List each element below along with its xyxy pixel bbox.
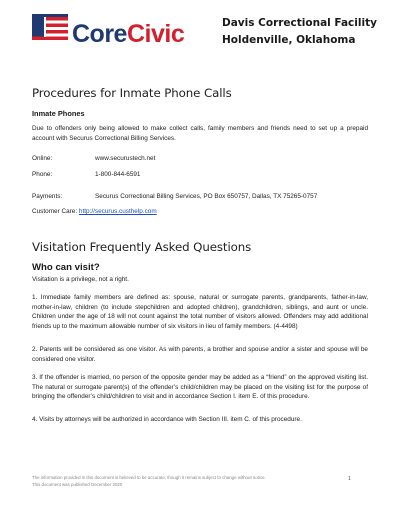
phone-intro-paragraph: Due to offenders only being allowed to make collect calls, family members and friends need to set up a prepaid account with Securus Correctional Billing Services.	[32, 125, 368, 142]
facility-name	[222, 15, 377, 49]
phone-label: Phone:	[32, 171, 53, 178]
logo-civic-text: Civic	[126, 20, 185, 48]
online-value: www.securustech.net	[95, 155, 156, 162]
phone-section-title: Procedures for Inmate Phone Calls	[32, 86, 232, 100]
page-number: 1	[348, 476, 351, 482]
customer-care-link[interactable]: http://securus.custhelp.com	[78, 208, 157, 215]
facility-line-2: Holdenville, Oklahoma	[222, 34, 356, 46]
customer-care-row	[32, 208, 157, 215]
flag-stripes-icon	[32, 14, 68, 44]
phone-value: 1-800-844-6591	[95, 171, 141, 178]
customer-care-label: Customer Care:	[32, 208, 78, 215]
visitation-item-2: 2. Parents will be considered as one visitor. As with parents, a brother and spouse and/or a sister and spouse will be considered one visitor.	[32, 346, 368, 363]
online-label: Online:	[32, 155, 53, 162]
logo-core-text: Core	[72, 20, 127, 48]
payments-label: Payments:	[32, 193, 63, 200]
footer-publish-date: This document was published December 2020	[32, 482, 123, 487]
visitation-item-3: 3. If the offender is married, no person of the opposite gender may be added as a “friend” on the approved visiting list. The natural or surrogate parent(s) of the offender’s child/children may be placed on the visiting list for the purpose of bringing the offender’s child/children to visit and in accordance Section I. item E. of this procedure.	[32, 374, 368, 401]
visitation-section-title: Visitation Frequently Asked Questions	[32, 240, 252, 254]
payments-value: Securus Correctional Billing Services, PO Box 650757, Dallas, TX 75265-0757	[95, 193, 318, 200]
visitation-item-1: 1. Immediate family members are defined as: spouse, natural or surrogate parents, grandparents, father-in-law, mother-in-law, children (to include stepchildren and adopted children), grandchildren, siblings, and aunt or uncle. Children under the age of 18 will not count against the total number of visitors allowed. Offenders may add additional friends up to the maximum allowable number of six visitors in lieu of family members. (4-4498)	[32, 294, 368, 330]
facility-line-1: Davis Correctional Facility	[222, 17, 377, 29]
footer-disclaimer: The information provided in this document is believed to be accurate, though it remains subject to change without notice.	[32, 475, 266, 480]
document-footer	[32, 474, 266, 488]
corecivic-logo	[32, 14, 202, 48]
inmate-phones-heading: Inmate Phones	[32, 109, 85, 118]
visitation-item-4: 4. Visits by attorneys will be authorized in accordance with Section III. item C. of this procedure.	[32, 416, 302, 423]
who-can-visit-heading: Who can visit?	[32, 262, 100, 273]
privilege-statement: Visitation is a privilege, not a right.	[32, 276, 129, 283]
logo-wordmark	[72, 20, 184, 48]
